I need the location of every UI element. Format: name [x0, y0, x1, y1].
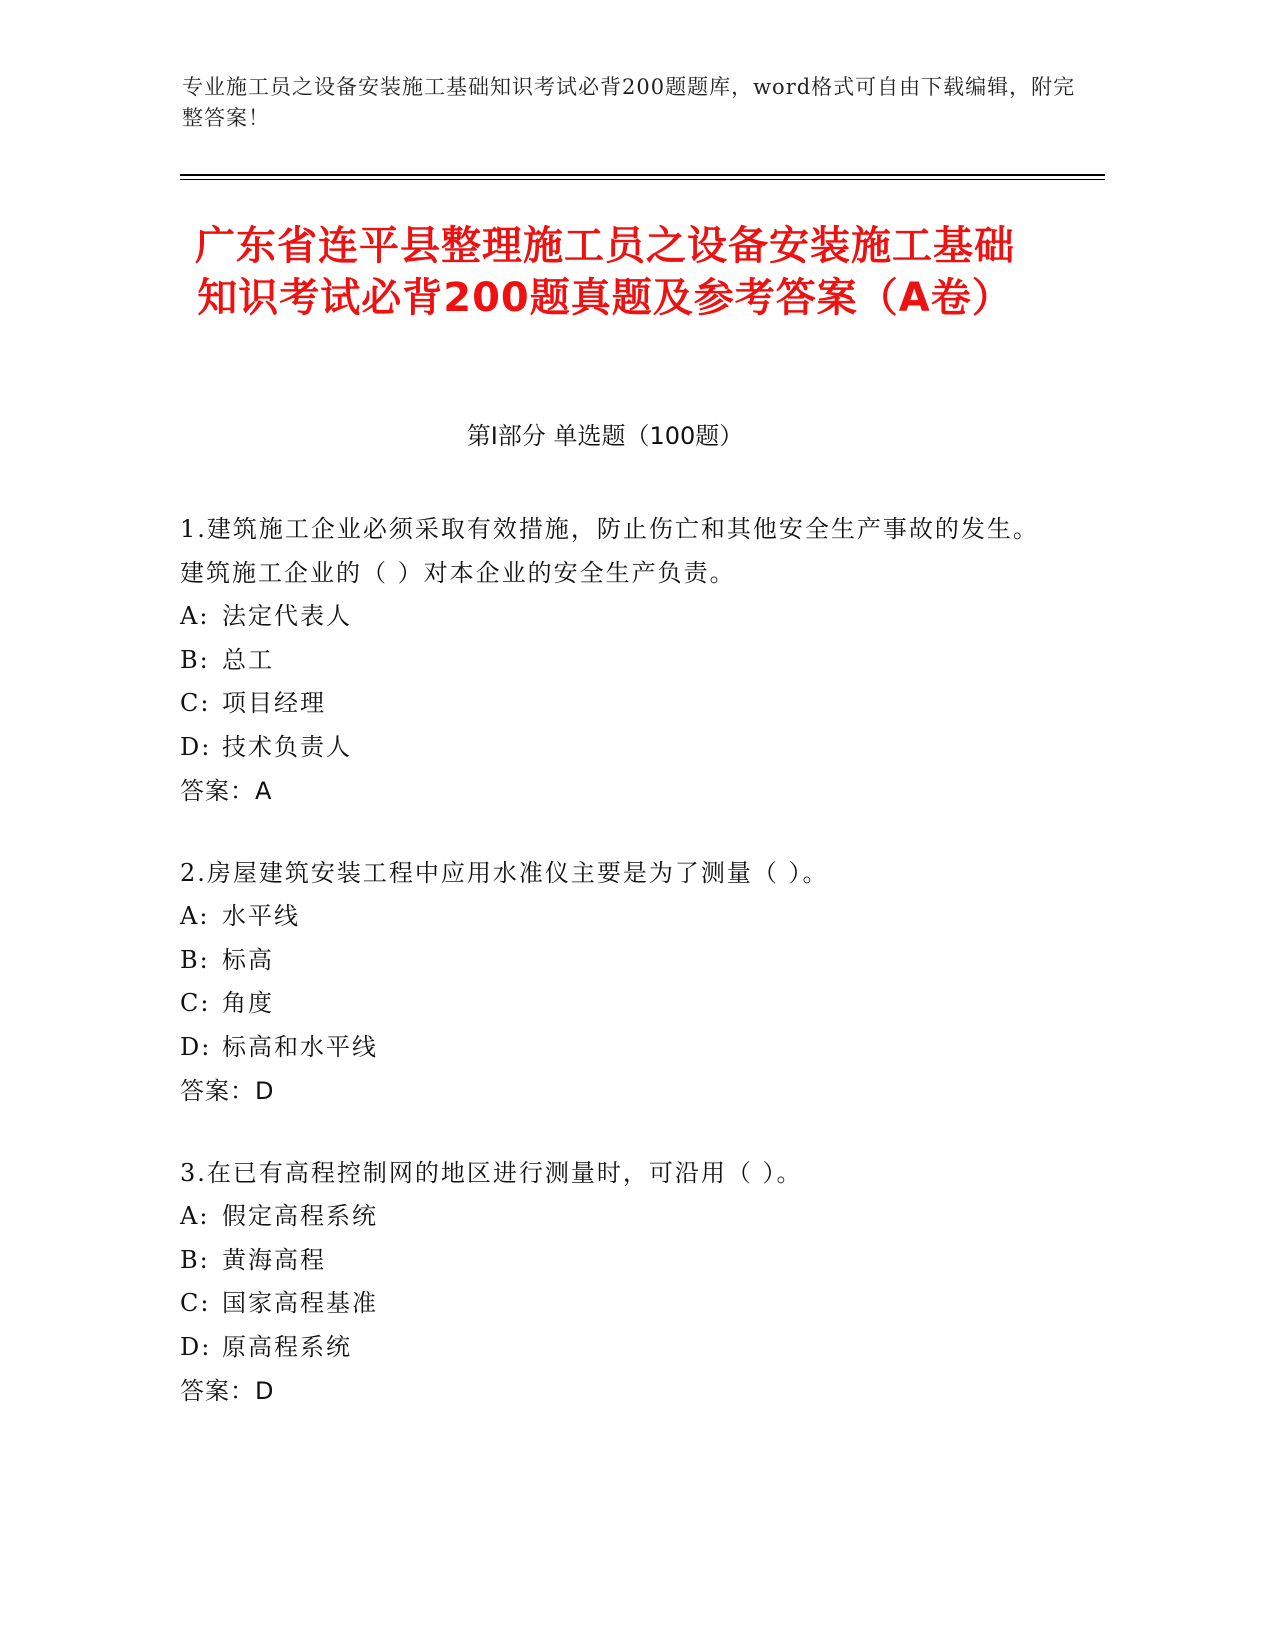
- section-heading: 第I部分 单选题（100题）: [466, 422, 744, 450]
- header-divider: [180, 174, 1105, 176]
- question-text: 3.在已有高程控制网的地区进行测量时，可沿用（ ）。: [180, 1159, 803, 1187]
- question-2: [180, 851, 1040, 1113]
- option-letter: C:: [180, 689, 211, 717]
- question-text: 1.建筑施工企业必须采取有效措施，防止伤亡和其他安全生产事故的发生。建筑施工企业的（ ）对本企业的安全生产负责。: [180, 515, 1039, 587]
- option-letter: C:: [180, 989, 211, 1017]
- option-c: [180, 682, 1040, 726]
- header-note: 专业施工员之设备安装施工基础知识考试必背200题题库，word格式可自由下载编辑，附完整答案！: [182, 75, 1076, 130]
- option-text: 假定高程系统: [222, 1202, 378, 1230]
- option-text: 原高程系统: [222, 1332, 352, 1361]
- option-text: 法定代表人: [222, 602, 352, 630]
- option-letter: A:: [180, 902, 210, 930]
- option-letter: A:: [180, 602, 210, 630]
- option-text: 技术负责人: [222, 732, 352, 761]
- question-text: 2.房屋建筑安装工程中应用水准仪主要是为了测量（ ）。: [180, 859, 829, 887]
- option-text: 黄海高程: [222, 1245, 326, 1274]
- header-divider-thin: [180, 179, 1105, 180]
- option-a: [180, 1195, 1040, 1239]
- option-text: 标高和水平线: [222, 1032, 378, 1061]
- option-text: 国家高程基准: [222, 1289, 378, 1317]
- option-letter: D:: [180, 732, 212, 761]
- question-3: [180, 1151, 1040, 1413]
- option-letter: B:: [180, 645, 210, 674]
- option-letter: D:: [180, 1032, 212, 1061]
- option-a: [180, 895, 1040, 939]
- option-d: [180, 1026, 1040, 1070]
- question-list: [180, 507, 1040, 1451]
- option-letter: C:: [180, 1289, 211, 1317]
- option-text: 标高: [222, 945, 274, 974]
- answer-line: 答案：A: [180, 777, 273, 805]
- question-1: [180, 507, 1040, 813]
- document-title: 广东省连平县整理施工员之设备安装施工基础知识考试必背200题真题及参考答案（A卷）: [195, 223, 1015, 321]
- answer-line: 答案：D: [180, 1377, 275, 1405]
- option-text: 总工: [222, 645, 274, 674]
- option-letter: A:: [180, 1202, 210, 1230]
- option-d: [180, 726, 1040, 770]
- option-letter: B:: [180, 1245, 210, 1274]
- option-b: [180, 639, 1040, 683]
- option-a: [180, 595, 1040, 639]
- option-letter: D:: [180, 1332, 212, 1361]
- option-b: [180, 1239, 1040, 1283]
- option-c: [180, 1282, 1040, 1326]
- option-c: [180, 982, 1040, 1026]
- option-b: [180, 939, 1040, 983]
- option-d: [180, 1326, 1040, 1370]
- option-letter: B:: [180, 945, 210, 974]
- option-text: 水平线: [222, 902, 300, 930]
- option-text: 项目经理: [222, 689, 326, 717]
- option-text: 角度: [222, 989, 274, 1017]
- answer-line: 答案：D: [180, 1077, 275, 1105]
